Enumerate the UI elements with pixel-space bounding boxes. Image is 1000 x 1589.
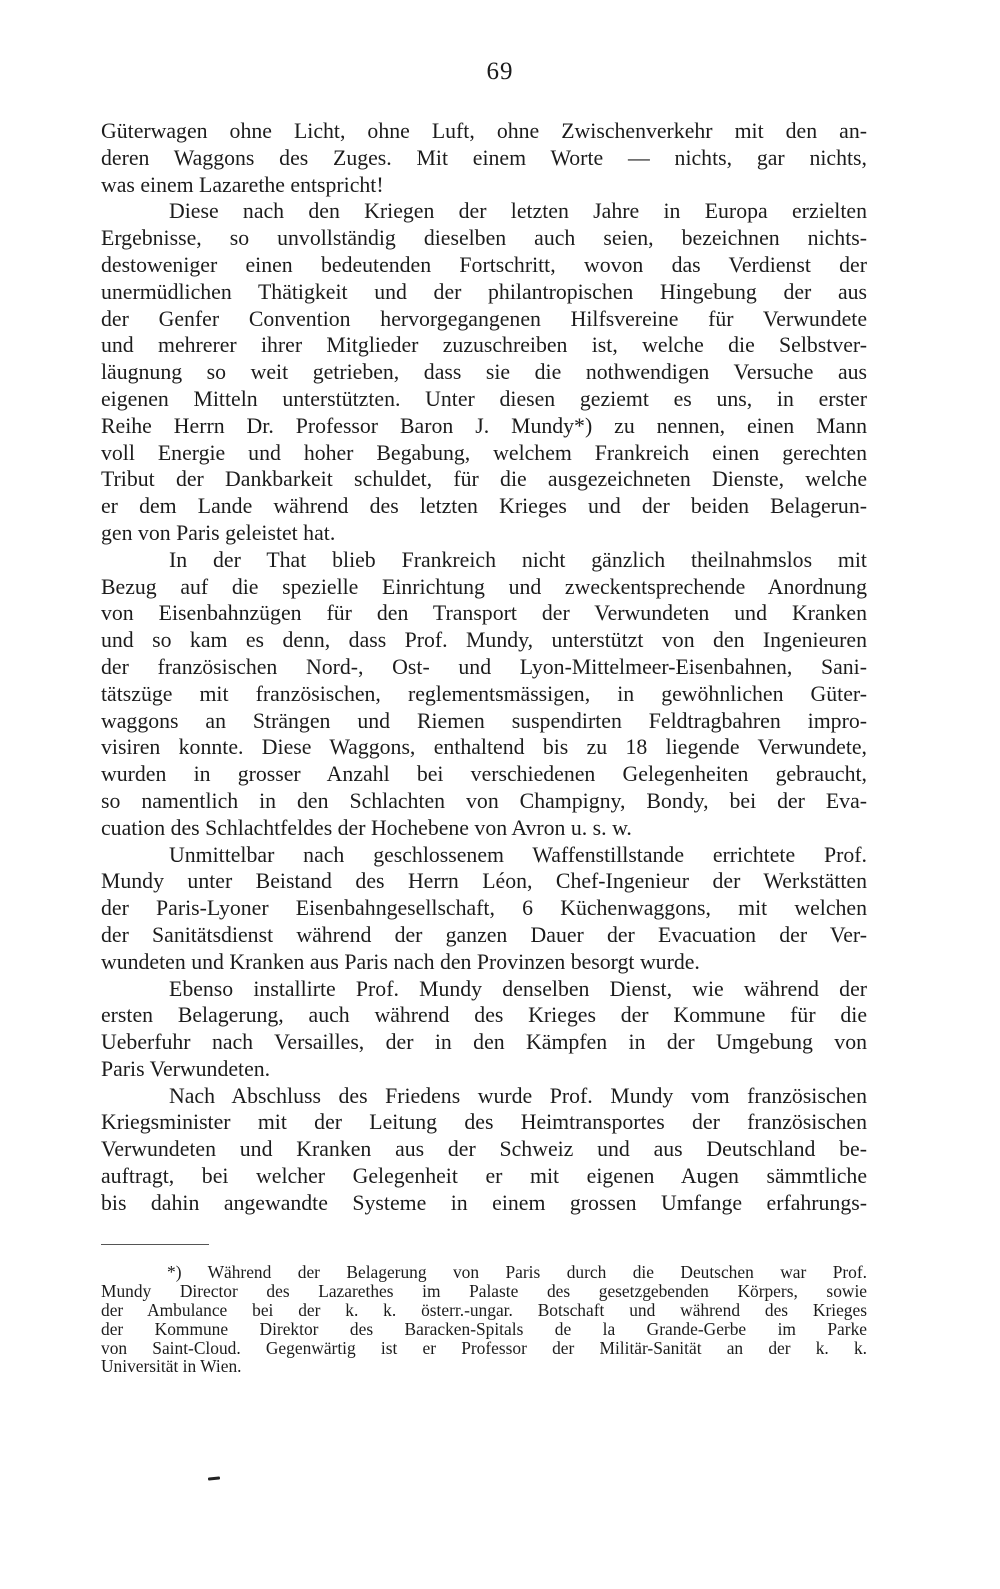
- text-line: läugnung so weit getrieben, dass sie die nothwendigen Versuche aus: [101, 360, 867, 385]
- footnote: [101, 1263, 867, 1376]
- text-line: destoweniger einen bedeutenden Fortschritt, wovon das Verdienst der: [101, 252, 867, 277]
- text-line: wundeten und Kranken aus Paris nach den Provinzen besorgt wurde.: [101, 949, 700, 974]
- text-line: Nach Abschluss des Friedens wurde Prof. Mundy vom französischen: [169, 1083, 867, 1108]
- text-line: er dem Lande während des letzten Krieges und der beiden Belagerun-: [101, 494, 867, 519]
- ink-mark: [208, 1476, 220, 1480]
- text-line: bis dahin angewandte Systeme in einem grossen Umfange erfahrungs-: [101, 1190, 867, 1215]
- text-line: Mundy unter Beistand des Herrn Léon, Chef-Ingenieur der Werkstätten: [101, 869, 867, 894]
- text-line: Kriegsminister mit der Leitung des Heimtransportes der französischen: [101, 1110, 867, 1135]
- footnote-line: *) Während der Belagerung von Paris durch die Deutschen war Prof.: [167, 1262, 867, 1282]
- text-line: Tribut der Dankbarkeit schuldet, für die ausgezeichneten Dienste, welche: [101, 467, 867, 492]
- footnote-separator: [101, 1244, 209, 1245]
- text-line: In der That blieb Frankreich nicht gänzlich theilnahmslos mit: [169, 547, 867, 572]
- text-line: Reihe Herrn Dr. Professor Baron J. Mundy*) zu nennen, einen Mann: [101, 413, 867, 438]
- text-line: deren Waggons des Zuges. Mit einem Worte — nichts, gar nichts,: [101, 145, 867, 170]
- text-line: Verwundeten und Kranken aus der Schweiz und aus Deutschland be-: [101, 1137, 867, 1162]
- text-line: auftragt, bei welcher Gelegenheit er mit eigenen Augen sämmtliche: [101, 1164, 867, 1189]
- text-line: Güterwagen ohne Licht, ohne Luft, ohne Zwischenverkehr mit den an-: [101, 119, 867, 143]
- text-line: gen von Paris geleistet hat.: [101, 520, 336, 545]
- text-line: ersten Belagerung, auch während des Krieges der Kommune für die: [101, 1003, 867, 1028]
- text-line: tätszüge mit französischen, reglementsmässigen, in gewöhnlichen Güter-: [101, 681, 867, 706]
- footnote-line: der Kommune Direktor des Baracken-Spitals de la Grande-Gerbe im Parke: [101, 1318, 867, 1339]
- text-line: visiren konnte. Diese Waggons, enthaltend bis zu 18 liegende Verwundete,: [101, 735, 867, 760]
- text-line: der Genfer Convention hervorgegangenen Hilfsvereine für Verwundete: [101, 306, 867, 331]
- text-line: der Paris-Lyoner Eisenbahngesellschaft, 6 Küchenwaggons, mit welchen: [101, 896, 867, 921]
- text-line: Ergebnisse, so unvollständig dieselben auch seien, bezeichnen nichts-: [101, 226, 867, 251]
- text-line: und mehrerer ihrer Mitglieder zuzuschreiben ist, welche die Selbstver-: [101, 333, 867, 358]
- text-line: wurden in grosser Anzahl bei verschiedenen Gelegenheiten gebraucht,: [101, 762, 867, 787]
- text-line: Unmittelbar nach geschlossenem Waffenstillstande errichtete Prof.: [169, 842, 867, 867]
- footnote-line: Universität in Wien.: [101, 1356, 242, 1377]
- footnote-line: der Ambulance bei der k. k. österr.-ungar. Botschaft und während des Krieges: [101, 1299, 867, 1320]
- text-line: der französischen Nord-, Ost- und Lyon-Mittelmeer-Eisenbahnen, Sani-: [101, 654, 867, 679]
- text-line: und so kam es denn, dass Prof. Mundy, unterstützt von den Ingenieuren: [101, 628, 867, 653]
- text-line: eigenen Mitteln unterstützten. Unter diesen geziemt es uns, in erster: [101, 386, 867, 411]
- text-line: voll Energie und hoher Begabung, welchem Frankreich einen gerechten: [101, 440, 867, 465]
- text-line: cuation des Schlachtfeldes der Hochebene von Avron u. s. w.: [101, 815, 632, 840]
- body-text: [101, 118, 867, 1217]
- page-number: 69: [486, 58, 514, 85]
- footnote-line: von Saint-Cloud. Gegenwärtig ist er Professor der Militär-Sanität an der k. k.: [101, 1337, 867, 1358]
- text-line: Ebenso installirte Prof. Mundy denselben Dienst, wie während der: [169, 976, 867, 1001]
- text-line: Ueberfuhr nach Versailles, der in den Kämpfen in der Umgebung von: [101, 1030, 867, 1055]
- footnote-line: Mundy Director des Lazarethes im Palaste des gesetzgebenden Körpers, sowie: [101, 1280, 867, 1301]
- text-line: von Eisenbahnzügen für den Transport der Verwundeten und Kranken: [101, 601, 867, 626]
- text-line: Paris Verwundeten.: [101, 1056, 271, 1081]
- text-line: was einem Lazarethe entspricht!: [101, 172, 384, 197]
- text-line: Diese nach den Kriegen der letzten Jahre in Europa erzielten: [169, 199, 867, 224]
- text-line: so namentlich in den Schlachten von Champigny, Bondy, bei der Eva-: [101, 788, 867, 813]
- text-line: der Sanitätsdienst während der ganzen Dauer der Evacuation der Ver-: [101, 922, 867, 947]
- text-line: waggons an Strängen und Riemen suspendirten Feldtragbahren impro-: [101, 708, 867, 733]
- text-line: Bezug auf die spezielle Einrichtung und zweckentsprechende Anordnung: [101, 574, 867, 599]
- text-line: unermüdlichen Thätigkeit und der philantropischen Hingebung der aus: [101, 279, 867, 304]
